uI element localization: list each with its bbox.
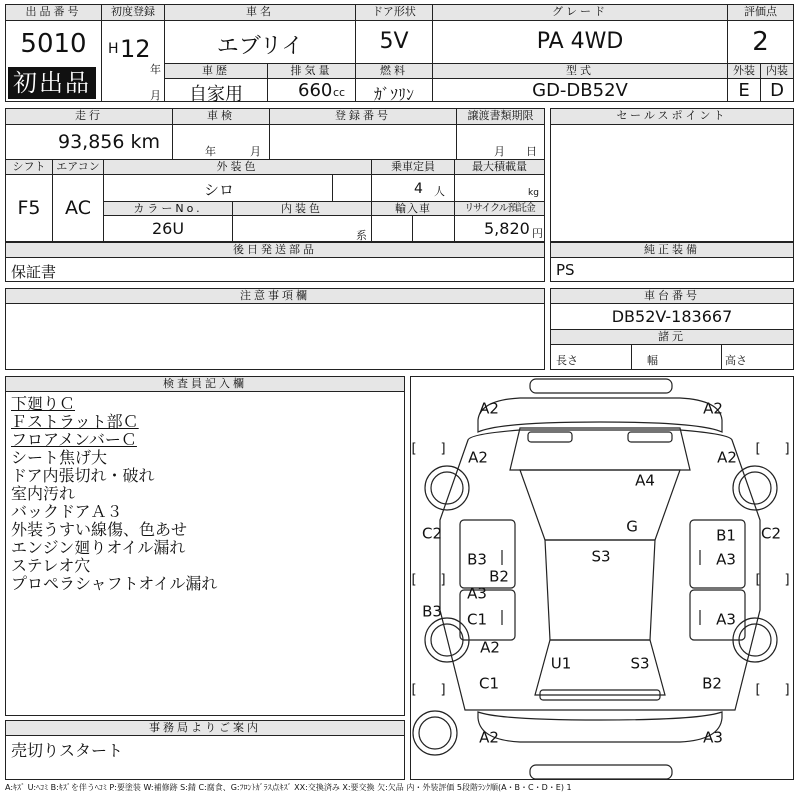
damage-mark: B3 <box>422 602 442 621</box>
grade: PA 4WD <box>536 29 624 54</box>
recycle-unit: 円 <box>532 227 543 240</box>
car-name-label: 車名 <box>165 5 355 21</box>
color-label: 外装色 <box>104 160 371 175</box>
equipment-text: PS <box>556 261 575 279</box>
transfer-day-unit: 日 <box>526 145 537 158</box>
sales-point-label: セールスポイント <box>551 109 793 125</box>
damage-mark: A2 <box>479 728 499 747</box>
intcolor-label: 内装色 <box>233 202 371 216</box>
note-item: ステレオ穴 <box>11 556 91 575</box>
grade-label: グレード <box>433 5 727 21</box>
bracket-mark: ] <box>784 572 790 588</box>
note-item: バックドアＡ３ <box>11 502 123 521</box>
plate-label: 登録番号 <box>270 109 456 125</box>
damage-mark: A2 <box>717 448 737 467</box>
bracket-mark: ] <box>440 441 446 457</box>
recycle-label: リサイクル預託金 <box>455 202 544 216</box>
capacity: 4 <box>414 181 423 197</box>
era: H <box>108 41 119 57</box>
parts-text: 保証書 <box>11 263 57 281</box>
month-unit: 月 <box>150 89 161 102</box>
first-reg-label: 初度登録 <box>102 5 164 21</box>
import-label: 輸入車 <box>372 202 454 216</box>
color-number: 26U <box>151 219 185 238</box>
damage-mark: A3 <box>716 610 736 629</box>
load-unit: kg <box>528 188 539 198</box>
load-label: 最大積載量 <box>455 160 544 175</box>
door-type: 5V <box>379 29 409 54</box>
fuel-label: 燃料 <box>356 64 432 79</box>
transfer-label: 譲渡書類期限 <box>457 109 544 125</box>
first-reg-year: 12 <box>120 35 151 63</box>
intcolor-unit: 系 <box>356 229 367 242</box>
note-item: フロアメンバーＣ <box>11 430 137 449</box>
lot-no: 5010 <box>20 29 87 59</box>
score-label: 評価点 <box>728 5 793 21</box>
damage-mark: S3 <box>591 547 611 566</box>
exterior-label: 外装 <box>728 64 760 79</box>
bracket-mark: [ <box>411 441 417 457</box>
inspector-label: 検査員記入欄 <box>6 377 404 392</box>
bracket-mark: ] <box>440 572 446 588</box>
damage-mark: U1 <box>550 654 572 673</box>
shift: F5 <box>17 197 41 219</box>
bracket-mark: [ <box>755 682 761 698</box>
capacity-unit: 人 <box>434 185 445 198</box>
history-label: 車歴 <box>165 64 267 79</box>
equipment-label: 純正装備 <box>551 243 793 258</box>
exterior-score: E <box>738 80 750 101</box>
legend-text: A:ｷｽﾞ U:ﾍｺﾐ B:ｷｽﾞを伴うﾍｺﾐ P:要塗装 W:補修跡 S:錆 C:腐食、G:ﾌﾛﾝﾄｶﾞﾗｽ点ｷｽﾞ XX:交換済み X:要交換 欠:欠品 内・外装評価 5段階ﾗﾝｸ順(A・B・C・D・E) 1 <box>5 783 572 792</box>
bracket-mark: [ <box>755 572 761 588</box>
caution-label: 注意事項欄 <box>6 289 544 304</box>
damage-mark: B1 <box>716 526 736 545</box>
bracket-mark: [ <box>755 441 761 457</box>
inspection-label: 車検 <box>173 109 269 125</box>
note-item: エンジン廻りオイル漏れ <box>11 538 186 557</box>
recycle-amount: 5,820 <box>484 219 530 238</box>
first-listing-badge: 初出品 <box>8 67 96 99</box>
damage-mark: S3 <box>630 654 650 673</box>
ac-label: エアコン <box>53 160 103 175</box>
model-label: 型式 <box>433 64 727 79</box>
inspection-month-unit: 月 <box>250 145 261 158</box>
displacement: 660 <box>298 80 333 101</box>
interior-score: D <box>770 80 784 101</box>
fuel: ｶﾞｿﾘﾝ <box>373 85 414 104</box>
dims-label: 諸元 <box>551 330 793 345</box>
bracket-mark: ] <box>784 682 790 698</box>
transfer-month-unit: 月 <box>494 145 505 158</box>
damage-mark: B3 <box>467 550 487 569</box>
damage-mark: C2 <box>421 524 443 543</box>
bracket-mark: ] <box>440 682 446 698</box>
damage-mark: A2 <box>480 638 500 657</box>
inspection-year-unit: 年 <box>205 145 216 158</box>
year-unit: 年 <box>150 63 161 76</box>
note-item: プロペラシャフトオイル漏れ <box>11 574 218 593</box>
damage-mark: A2 <box>703 399 723 418</box>
damage-mark: A3 <box>716 550 736 569</box>
mileage-label: 走行 <box>6 109 172 125</box>
office-label: 事務局よりご案内 <box>6 721 404 736</box>
damage-mark: A3 <box>703 728 723 747</box>
bracket-mark: [ <box>411 572 417 588</box>
ac: AC <box>65 197 91 219</box>
width-label: 幅 <box>647 354 658 367</box>
lot-no-label: 出品番号 <box>6 5 101 21</box>
note-item: 下廻りＣ <box>11 394 76 413</box>
capacity-label: 乗車定員 <box>372 160 454 175</box>
parts-label: 後日発送部品 <box>6 243 544 258</box>
bracket-mark: ] <box>784 441 790 457</box>
colorno-label: カラーNo. <box>104 202 232 216</box>
office-text: 売切りスタート <box>11 741 124 760</box>
damage-mark: B2 <box>702 674 722 693</box>
note-item: Ｆストラット部Ｃ <box>11 412 139 431</box>
damage-mark: G <box>626 517 638 536</box>
history: 自家用 <box>189 84 243 105</box>
car-name: エブリイ <box>216 34 304 59</box>
note-item: シート焦げ大 <box>11 448 108 467</box>
displacement-unit: cc <box>333 86 346 99</box>
damage-mark: C1 <box>478 674 500 693</box>
model: GD-DB52V <box>532 80 628 101</box>
shift-label: シフト <box>6 160 52 175</box>
score: 2 <box>752 27 769 57</box>
exterior-color: シロ <box>203 181 234 199</box>
length-label: 長さ <box>556 354 578 367</box>
damage-mark: A2 <box>468 448 488 467</box>
interior-label: 内装 <box>761 64 793 79</box>
note-item: ドア内張切れ・破れ <box>11 466 155 485</box>
damage-mark: A3 <box>467 584 487 603</box>
door-label: ドア形状 <box>356 5 432 21</box>
damage-mark: A2 <box>479 399 499 418</box>
note-item: 室内汚れ <box>11 484 76 503</box>
note-item: 外装うすい線傷、色あせ <box>11 520 188 539</box>
mileage: 93,856 km <box>58 131 161 153</box>
displacement-label: 排気量 <box>268 64 355 79</box>
height-label: 高さ <box>725 354 747 367</box>
chassis-number: DB52V-183667 <box>611 307 733 326</box>
damage-mark: C2 <box>760 524 782 543</box>
damage-mark: C1 <box>466 610 488 629</box>
bracket-mark: [ <box>411 682 417 698</box>
damage-mark: A4 <box>635 471 655 490</box>
chassis-label: 車台番号 <box>551 289 793 304</box>
damage-mark: B2 <box>489 567 509 586</box>
